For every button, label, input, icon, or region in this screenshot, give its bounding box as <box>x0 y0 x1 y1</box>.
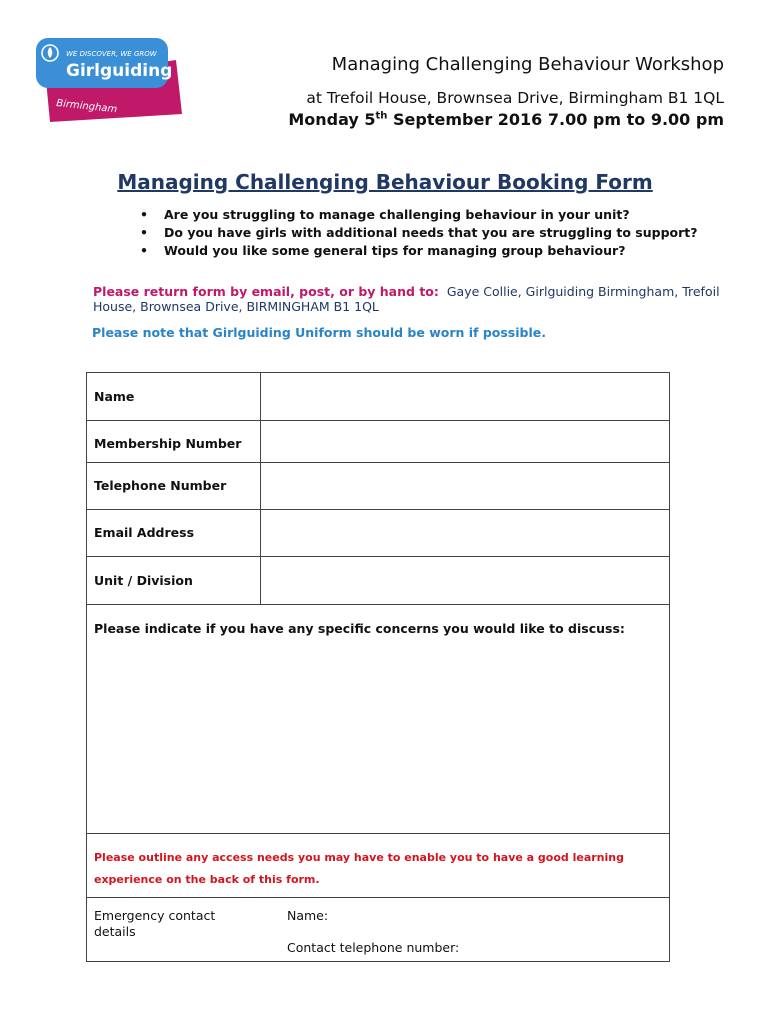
telephone-field[interactable] <box>260 463 669 509</box>
unit-label: Unit / Division <box>94 573 193 588</box>
emergency-phone-field[interactable]: Contact telephone number: <box>287 940 460 955</box>
return-address: Gaye Collie, Girlguiding Birmingham, Trefoil House, Brownsea Drive, BIRMINGHAM B1 1QL <box>93 284 720 314</box>
workshop-title: Managing Challenging Behaviour Workshop <box>331 54 724 75</box>
row-unit <box>87 557 669 605</box>
membership-label: Membership Number <box>94 436 242 451</box>
girlguiding-logo <box>36 36 182 126</box>
row-access-note <box>87 834 669 898</box>
date-suffix-sup: th <box>375 110 388 122</box>
emergency-name-field[interactable]: Name: <box>287 908 329 923</box>
name-label: Name <box>94 389 135 404</box>
concerns-label: Please indicate if you have any specific concerns you would like to discuss: <box>94 621 625 636</box>
booking-form-table <box>86 372 670 962</box>
logo-brand: Girlguiding <box>66 61 173 81</box>
return-label: Please return form by email, post, or by hand to: <box>93 284 439 299</box>
logo-region: Birmingham <box>55 98 118 116</box>
intro-bullets <box>140 206 698 260</box>
bullet-item: • Would you like some general tips for managing group behaviour? <box>140 242 698 260</box>
row-emergency <box>87 898 669 961</box>
membership-field[interactable] <box>260 421 669 462</box>
bullet-item: • Do you have girls with additional needs that you are struggling to support? <box>140 224 698 242</box>
unit-field[interactable] <box>260 557 669 604</box>
email-field[interactable] <box>260 510 669 556</box>
row-telephone <box>87 463 669 510</box>
emergency-label: Emergency contact details <box>94 908 216 939</box>
uniform-note: Please note that Girlguiding Uniform should be worn if possible. <box>92 325 546 340</box>
logo-tagline: WE DISCOVER, WE GROW <box>66 50 157 58</box>
access-note: Please outline any access needs you may have to enable you to have a good learning experience on the back of this form. <box>94 851 624 886</box>
concerns-field[interactable] <box>87 605 669 834</box>
name-field[interactable] <box>260 373 669 420</box>
row-membership <box>87 421 669 463</box>
row-name <box>87 373 669 421</box>
date-prefix: Monday 5 <box>288 110 376 129</box>
workshop-location: at Trefoil House, Brownsea Drive, Birmingham B1 1QL <box>306 89 724 107</box>
telephone-label: Telephone Number <box>94 478 227 493</box>
row-email <box>87 510 669 557</box>
form-title: Managing Challenging Behaviour Booking Form <box>117 170 653 194</box>
return-instructions <box>93 284 733 314</box>
bullet-item: • Are you struggling to manage challenging behaviour in your unit? <box>140 206 698 224</box>
workshop-date <box>288 110 724 129</box>
email-label: Email Address <box>94 525 195 540</box>
date-rest: September 2016 7.00 pm to 9.00 pm <box>387 110 724 129</box>
